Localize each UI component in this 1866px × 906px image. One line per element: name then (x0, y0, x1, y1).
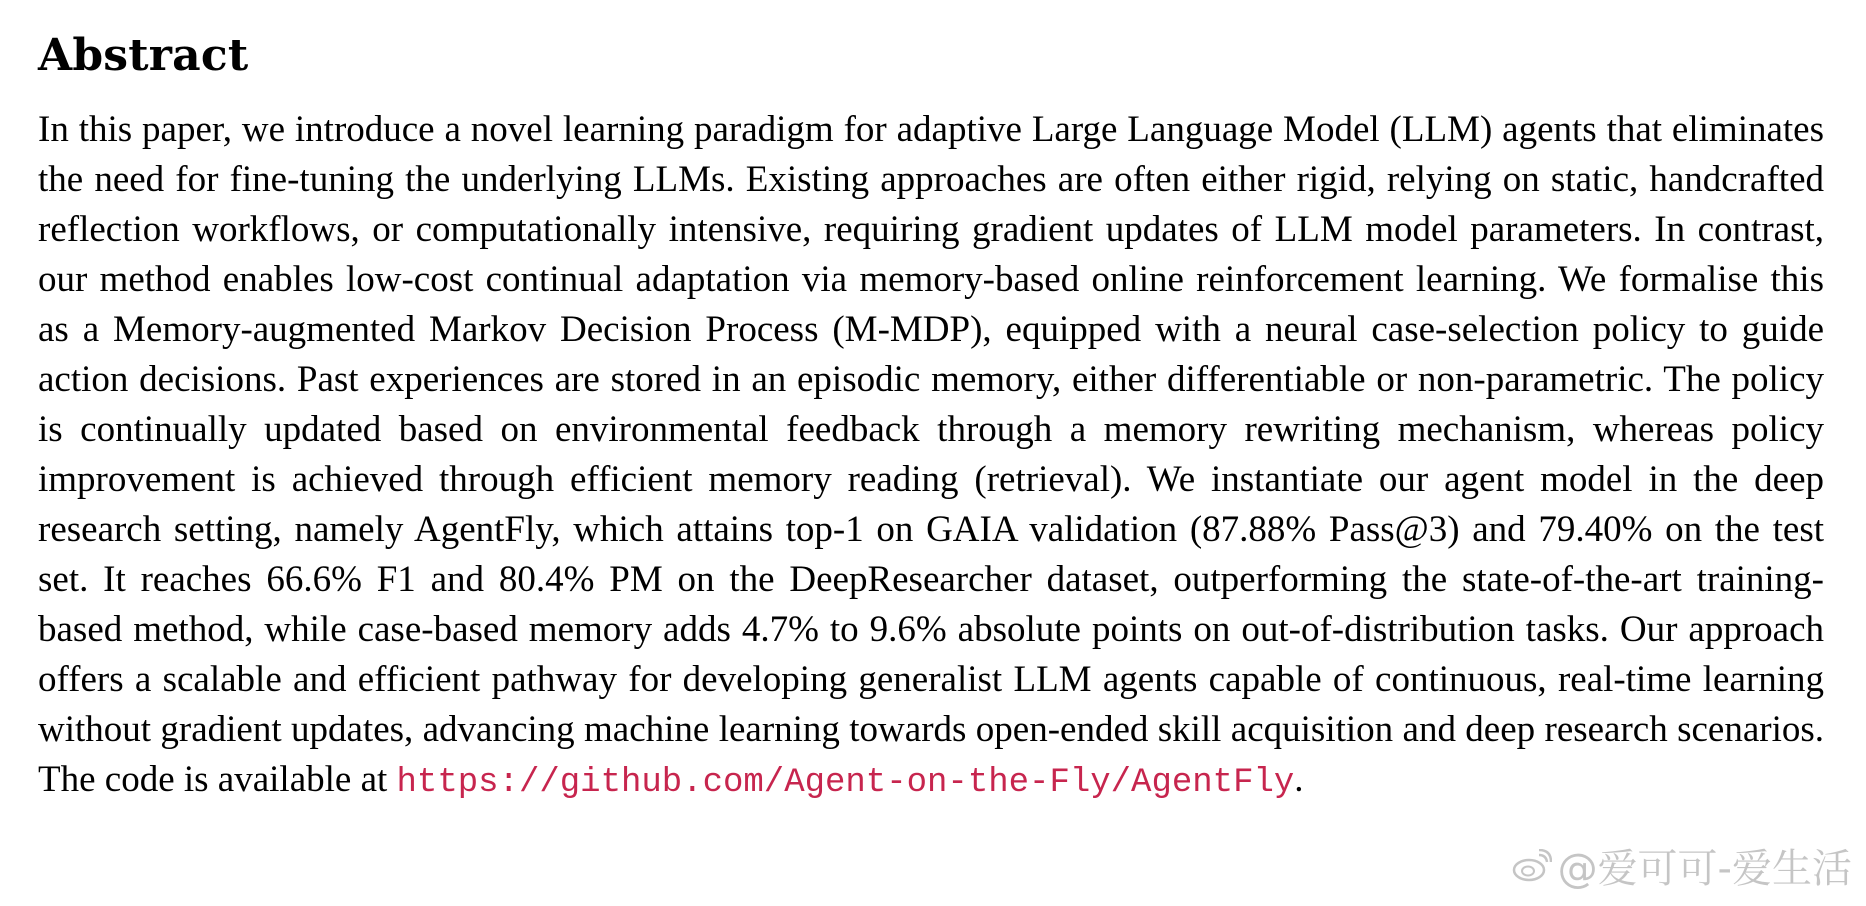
abstract-section (38, 30, 1824, 808)
section-heading: Abstract (38, 30, 249, 81)
watermark-text: @爱可可-爱生活 (1557, 846, 1852, 892)
abstract-text: In this paper, we introduce a novel learning paradigm for adaptive Large Language Model (LLM) agents that eliminates the need for fine-tuning the underlying LLMs. Existing approaches are often either rigid, relying on static, handcrafted reflection workflows, or computationally intensive, requiring gradient updates of LLM model parameters. In contrast, our method enables low-cost continual adaptation via memory-based online reinforcement learning. We formalise this as a Memory-augmented Markov Decision Process (M-MDP), equipped with a neural case-selection policy to guide action decisions. Past experiences are stored in an episodic memory, either differentiable or non-parametric. The policy is continually updated based on environmental feedback through a memory rewriting mechanism, whereas policy improvement is achieved through efficient memory reading (retrieval). We instantiate our agent model in the deep research setting, namely AgentFly, which attains top-1 on GAIA validation (87.88% Pass@3) and 79.40% on the test set. It reaches 66.6% F1 and 80.4% PM on the DeepResearcher dataset, outperforming the state-of-the-art training-based method, while case-based memory adds 4.7% to 9.6% absolute points on out-of-distribution tasks. Our approach offers a scalable and efficient pathway for developing generalist LLM agents capable of continuous, real-time learning without gradient updates, advancing machine learning towards open-ended skill acquisition and deep research scenarios. The code is available at (38, 108, 1824, 800)
code-repository-link[interactable]: https://github.com/Agent-on-the-Fly/AgentFly (396, 763, 1295, 802)
weibo-logo-icon (1512, 849, 1552, 883)
abstract-paragraph (38, 105, 1824, 808)
abstract-end-punctuation: . (1294, 758, 1304, 800)
watermark (1512, 837, 1852, 894)
